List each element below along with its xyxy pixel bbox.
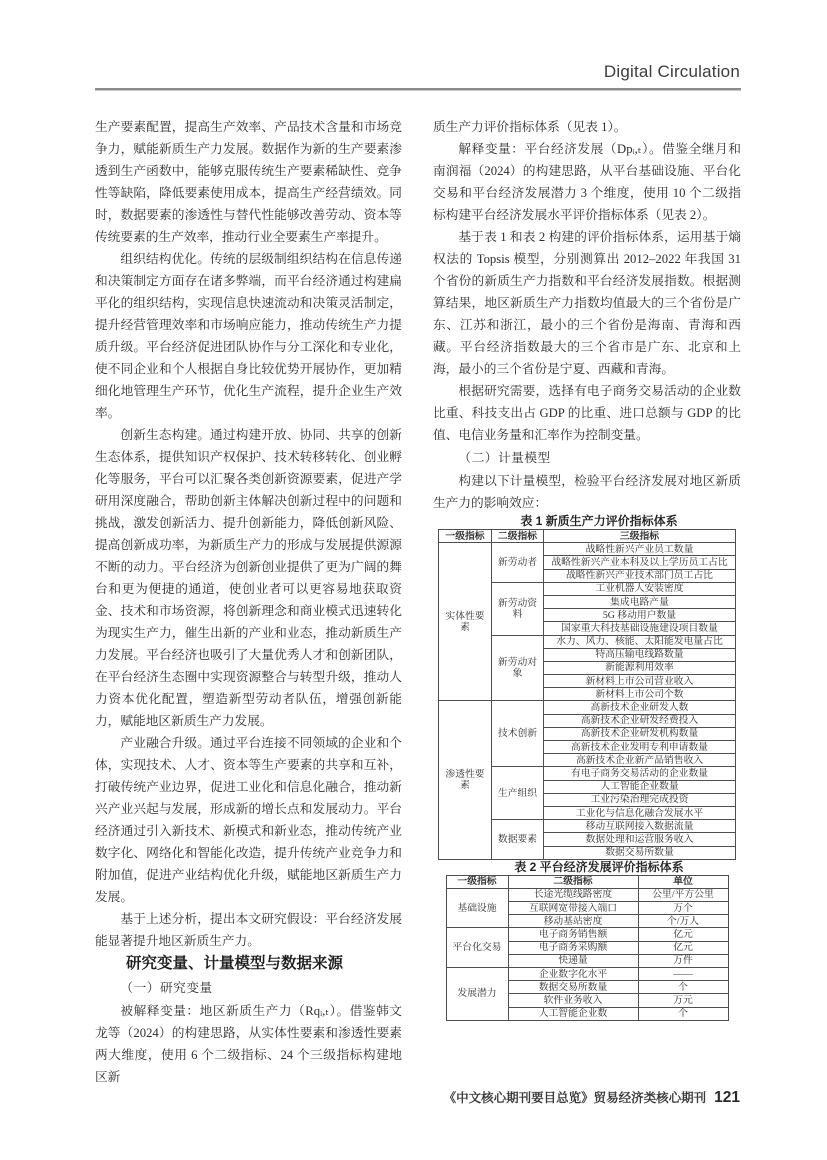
table1-caption: 表 1 新质生产力评价指标体系 [520,514,678,528]
indicator-cell: 长途光缆线路密度 [508,888,638,901]
level3-cell: 工业化与信息化融合发展水平 [544,806,736,819]
table-row [439,543,736,556]
level3-cell: 水力、风力、核能、太阳能发电量占比 [544,635,736,648]
page-footer [444,1088,740,1107]
unit-cell: 亿元 [638,928,728,941]
level1-cell: 实体性要素 [439,543,492,701]
journal-header-title: Digital Circulation [603,62,740,81]
table-row [446,888,728,901]
paragraph: 解释变量：平台经济发展（Dpᵢ,ₜ）。借鉴全继月和南润福（2024）的构建思路，从平台基础设施、平台化交易和平台经济发展潜力 3 个维度，使用 10 个二级指标构建平台经济发展水平评价指标体系（见表 2）。 [433,142,741,222]
right-column [433,116,741,1021]
level3-cell: 高新技术企业研发人数 [544,701,736,714]
paragraph: 根据研究需要，选择有电子商务交易活动的企业数比重、科技支出占 GDP 的比重、进口总额与 GDP 的比值、电信业务量和汇率作为控制变量。 [433,384,741,442]
unit-cell: 个 [638,981,728,994]
level3-cell: 战略性新兴产业员工数量 [544,543,736,556]
level1-cell: 基础设施 [446,888,508,928]
level3-cell: 新能源利用效率 [544,661,736,674]
level3-cell: 特高压输电线路数量 [544,648,736,661]
paragraph: 质生产力评价指标体系（见表 1）。 [433,120,627,134]
level3-cell: 战略性新兴产业技术部门员工占比 [544,569,736,582]
indicator-cell: 互联网宽带接入端口 [508,902,638,915]
column-header: 三级指标 [544,530,736,543]
column-header: 单位 [638,875,728,888]
level2-cell: 生产组织 [492,767,544,820]
indicator-cell: 电子商务采购额 [508,941,638,954]
level2-cell: 新劳动者 [492,543,544,583]
indicator-cell: 数据交易所数量 [508,981,638,994]
table-row [446,968,728,981]
table-2-platform-economy-indicators [446,875,729,1021]
paragraph: 构建以下计量模型，检验平台经济发展对地区新质生产力的影响效应： [433,474,741,510]
unit-cell: —— [638,968,728,981]
level3-cell: 高新技术企业研发机构数量 [544,727,736,740]
column-header: 二级指标 [492,530,544,543]
paragraph: 产业融合升级。通过平台连接不同领域的企业和个体，实现技术、人才、资本等生产要素的共享和互补，打破传统产业边界，促进工业化和信息化融合，推动新兴产业兴起与发展，形成新的增长点和发展动力。平台经济通过引入新技术、新模式和新业态，推动传统产业数字化、网络化和智能化改造，提升传统产业竞争力和附加值，促进产业结构优化升级，赋能地区新质生产力发展。 [95,736,402,904]
level3-cell: 数据交易所数量 [544,846,736,859]
level3-cell: 高新技术企业研发经费投入 [544,714,736,727]
table-1-new-productivity-indicators [438,529,736,860]
unit-cell: 公里/平方公里 [638,888,728,901]
paragraph: 组织结构优化。传统的层级制组织结构在信息传递和决策制定方面存在诸多弊端，而平台经济通过构建扁平化的组织结构，实现信息快速流动和决策灵活制定，提升经营管理效率和市场响应能力，推动传统生产力提质升级。平台经济促进团队协作与分工深化和专业化，使不同企业和个人根据自身比较优势开展协作，更加精细化地管理生产环节，优化生产流程，提升企业生产效率。 [95,252,402,420]
level1-cell: 平台化交易 [446,928,508,968]
level3-cell: 新材料上市公司营业收入 [544,675,736,688]
column-header: 一级指标 [446,875,508,888]
subsection-heading-1: （一）研究变量 [120,981,213,995]
footer-page-number: 121 [714,1089,740,1106]
level2-cell: 新劳动对象 [492,635,544,701]
level3-cell: 移动互联网接入数据流量 [544,820,736,833]
unit-cell: 万元 [638,994,728,1007]
header-rule [95,88,741,91]
unit-cell: 个/万人 [638,915,728,928]
unit-cell: 万个 [638,902,728,915]
level3-cell: 战略性新兴产业本科及以上学历员工占比 [544,556,736,569]
level3-cell: 5G 移动用户数量 [544,609,736,622]
indicator-cell: 快递量 [508,954,638,967]
level3-cell: 国家重大科技基础设施建设项目数量 [544,622,736,635]
paragraph: 被解释变量：地区新质生产力（Rqᵢ,ₜ）。借鉴韩文龙等（2024）的构建思路，从实体性要素和渗透性要素两大维度，使用 6 个二级指标、24 个三级指标构建地区新 [95,1004,402,1084]
indicator-cell: 企业数字化水平 [508,968,638,981]
level3-cell: 高新技术企业新产品销售收入 [544,754,736,767]
table2-caption: 表 2 平台经济发展评价指标体系 [514,859,684,874]
table-header-row [446,875,728,888]
level1-cell: 渗透性要素 [439,701,492,859]
footer-journal-note: 《中文核心期刊要目总览》贸易经济类核心期刊 [443,1091,707,1105]
level3-cell: 工业机器人安装密度 [544,582,736,595]
level2-cell: 新劳动资料 [492,582,544,635]
left-column [95,116,402,1088]
section-heading: 研究变量、计量模型与数据来源 [126,955,344,972]
level3-cell: 新材料上市公司个数 [544,688,736,701]
indicator-cell: 电子商务销售额 [508,928,638,941]
subsection-heading-2: （二）计量模型 [458,451,551,465]
unit-cell: 个 [638,1007,728,1020]
table-header-row [439,530,736,543]
level3-cell: 人工智能企业数量 [544,780,736,793]
level1-cell: 发展潜力 [446,968,508,1021]
table-row [439,701,736,714]
indicator-cell: 移动基站密度 [508,915,638,928]
column-header: 二级指标 [508,875,638,888]
unit-cell: 亿元 [638,941,728,954]
indicator-cell: 软件业务收入 [508,994,638,1007]
unit-cell: 万件 [638,954,728,967]
level2-cell: 数据要素 [492,820,544,860]
level3-cell: 工业污染治理完成投资 [544,793,736,806]
paragraph: 生产要素配置，提高生产效率、产品技术含量和市场竞争力，赋能新质生产力发展。数据作为新的生产要素渗透到生产函数中，能够克服传统生产要素稀缺性、竞争性等缺陷，降低要素使用成本，提高生产经营绩效。同时，数据要素的渗透性与替代性能够改善劳动、资本等传统要素的生产效率，推动行业全要素生产率提升。 [95,120,402,244]
table-row [446,928,728,941]
paragraph: 创新生态构建。通过构建开放、协同、共享的创新生态体系，提供知识产权保护、技术转移转化、创业孵化等服务，平台可以汇聚各类创新资源要素，促进产学研用深度融合，帮助创新主体解决创新过程中的问题和挑战，激发创新活力、提升创新能力，降低创新风险、提高创新成功率，为新质生产力的形成与发展提供源源不断的动力。平台经济为创新创业提供了更为广阔的舞台和更为便捷的通道，使创业者可以更容易地获取资金、技术和市场资源，将创新理念和商业模式迅速转化为现实生产力，催生出新的产业和业态，推动新质生产力发展。平台经济也吸引了大量优秀人才和创新团队，在平台经济生态圈中实现资源整合与转型升级，推动人力资本优化配置，塑造新型劳动者队伍，增强创新能力，赋能地区新质生产力发展。 [95,428,402,728]
column-header: 一级指标 [439,530,492,543]
level3-cell: 数据处理和运营服务收入 [544,833,736,846]
level3-cell: 高新技术企业发明专利申请数量 [544,741,736,754]
level3-cell: 集成电路产量 [544,595,736,608]
indicator-cell: 人工智能企业数 [508,1007,638,1020]
level3-cell: 有电子商务交易活动的企业数量 [544,767,736,780]
paragraph: 基于表 1 和表 2 构建的评价指标体系，运用基于熵权法的 Topsis 模型，分别测算出 2012–2022 年我国 31 个省份的新质生产力指数和平台经济发展指数。根据测算结果，地区新质生产力指数均值最大的三个省份是广东、江苏和浙江，最小的三个省份是海南、青海和西藏。平台经济指数最大的三个省市是广东、北京和上海，最小的三个省份是宁夏、西藏和青海。 [433,230,741,376]
level2-cell: 技术创新 [492,701,544,767]
paragraph: 基于上述分析，提出本文研究假设：平台经济发展能显著提升地区新质生产力。 [95,912,402,948]
